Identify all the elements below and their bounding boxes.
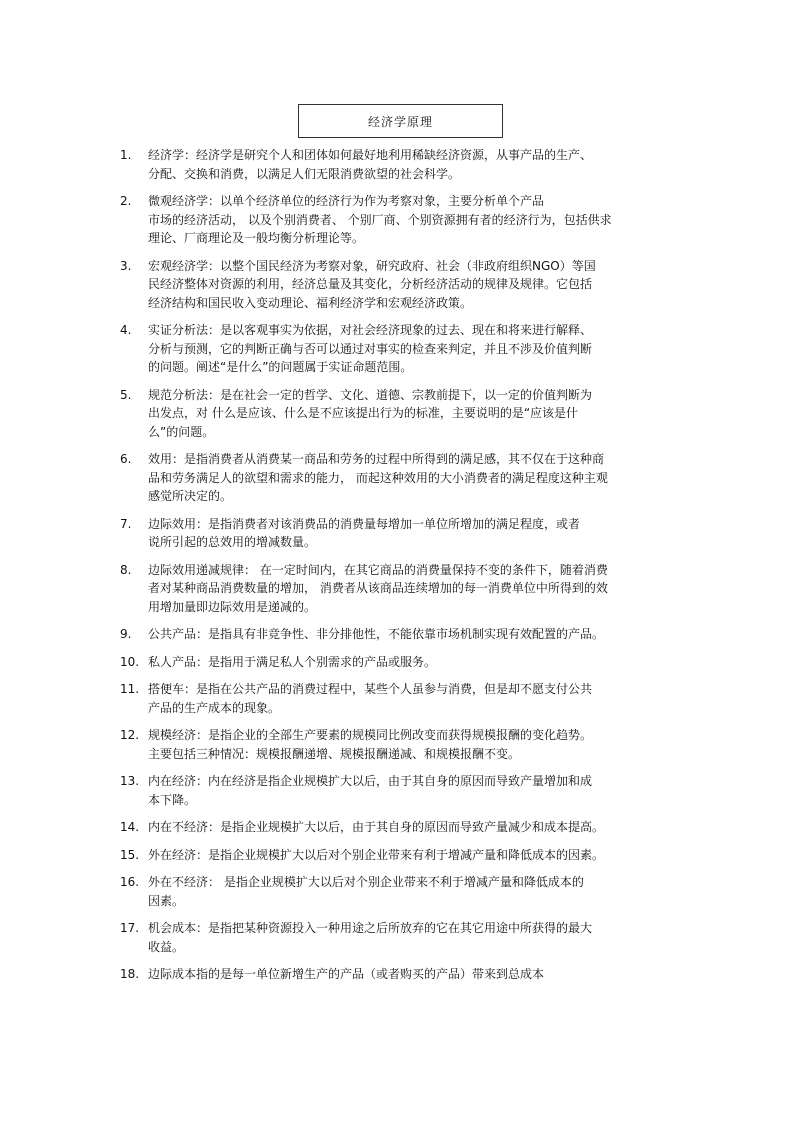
definition-item xyxy=(120,873,680,910)
item-number: 10. xyxy=(120,654,140,669)
item-number: 1. xyxy=(120,148,132,162)
definition-item xyxy=(120,818,680,837)
item-text-line: 微观经济学：以单个经济单位的经济行为作为考察对象，主要分析单个产品 xyxy=(148,194,545,208)
item-text-line: 品和劳务满足人的欲望和需求的能力， 而起这种效用的大小消费者的满足程度这种主观 xyxy=(148,470,608,485)
item-text-line: 规范分析法：是在社会一定的哲学、文化、道德、宗教前提下，以一定的价值判断为 xyxy=(148,387,593,402)
item-text-line: 边际成本指的是每一单位新增生产的产品（或者购买的产品）带来到总成本 xyxy=(148,967,545,981)
definition-item xyxy=(120,386,680,442)
item-text-line: 民经济整体对资源的利用，经济总量及其变化，分析经济活动的规律及规律。它包括 xyxy=(148,277,593,291)
item-text xyxy=(148,873,680,910)
item-text xyxy=(148,818,680,837)
item-text-line: 用增加量即边际效用是递减的。 xyxy=(148,599,317,614)
definition-item xyxy=(120,192,680,248)
item-number: 11. xyxy=(120,682,140,696)
item-number: 3. xyxy=(120,258,132,273)
item-number: 2. xyxy=(120,194,132,208)
item-number: 12. xyxy=(120,728,140,742)
item-text xyxy=(148,561,680,617)
item-text-line: 者对某种商品消费数量的增加， 消费者从该商品连续增加的每一消费单位中所得到的效 xyxy=(148,581,608,595)
item-number: 16. xyxy=(120,875,140,889)
item-number: 4. xyxy=(120,323,132,337)
item-text-line: 搭便车：是指在公共产品的消费过程中，某些个人虽参与消费，但是却不愿支付公共 xyxy=(148,682,593,696)
definition-item xyxy=(120,321,680,377)
item-number: 18. xyxy=(120,967,140,981)
item-text xyxy=(148,146,680,183)
definition-item xyxy=(120,919,680,956)
item-text-line: 感觉所决定的。 xyxy=(148,489,233,503)
definition-item xyxy=(120,515,680,552)
definition-item xyxy=(120,146,680,183)
item-text xyxy=(148,321,680,377)
item-text-line: 的问题。阐述“是什么”的问题属于实证命题范围。 xyxy=(148,360,413,374)
item-text-line: 外在经济：是指企业规模扩大以后对个别企业带来有利于增减产量和降低成本的因素。 xyxy=(148,847,605,862)
item-text-line: 理论、厂商理论及一般均衡分析理论等。 xyxy=(148,231,365,245)
definition-list xyxy=(120,146,680,993)
item-number: 17. xyxy=(120,921,140,935)
item-text-line: 经济学：经济学是研究个人和团体如何最好地利用稀缺经济资源，从事产品的生产、 xyxy=(148,148,593,162)
item-text-line: 效用：是指消费者从消费某一商品和劳务的过程中所得到的满足感，其不仅在于这种商 xyxy=(148,452,605,466)
item-text-line: 规模经济：是指企业的全部生产要素的规模同比例改变而获得规模报酬的变化趋势。 xyxy=(148,728,593,742)
item-text xyxy=(148,965,680,984)
definition-item xyxy=(120,846,680,865)
item-text xyxy=(148,257,680,313)
item-text-line: 私人产品：是指用于满足私人个别需求的产品或服务。 xyxy=(148,654,437,669)
item-number: 15. xyxy=(120,847,140,862)
item-text-line: 经济结构和国民收入变动理论、福利经济学和宏观经济政策。 xyxy=(148,295,473,310)
item-text-line: 说所引起的总效用的增减数量。 xyxy=(148,535,317,549)
item-text xyxy=(148,653,680,672)
item-text-line: 边际效用：是指消费者对该消费品的消费量每增加一单位所增加的满足程度，或者 xyxy=(148,516,581,531)
item-text-line: 宏观经济学：以整个国民经济为考察对象，研究政府、社会（非政府组织NGO）等国 xyxy=(148,258,596,273)
definition-item xyxy=(120,772,680,809)
definition-item xyxy=(120,726,680,763)
item-number: 5. xyxy=(120,387,132,402)
item-text xyxy=(148,772,680,809)
item-text-line: 市场的经济活动， 以及个别消费者、 个别厂商、个别资源拥有者的经济行为，包括供求 xyxy=(148,212,612,227)
item-number: 14. xyxy=(120,820,140,834)
item-text-line: 实证分析法：是以客观事实为依据，对社会经济现象的过去、现在和将来进行解释、 xyxy=(148,323,593,337)
item-text-line: 本下降。 xyxy=(148,792,197,807)
item-text xyxy=(148,450,680,506)
item-text-line: 收益。 xyxy=(148,939,185,954)
item-text-line: 内在经济：内在经济是指企业规模扩大以后，由于其自身的原因而导致产量增加和成 xyxy=(148,774,593,788)
definition-item xyxy=(120,653,680,672)
item-text xyxy=(148,386,680,442)
item-text-line: 公共产品：是指具有非竞争性、非分排他性，不能依靠市场机制实现有效配置的产品。 xyxy=(148,627,605,641)
definition-item xyxy=(120,561,680,617)
document-title: 经济学原理 xyxy=(298,104,503,138)
item-number: 9. xyxy=(120,627,132,641)
item-number: 7. xyxy=(120,516,132,531)
item-text-line: 边际效用递减规律： 在一定时间内，在其它商品的消费量保持不变的条件下，随着消费 xyxy=(148,562,608,577)
item-text xyxy=(148,192,680,248)
item-text-line: 主要包括三种情况：规模报酬递增、规模报酬递减、和规模报酬不变。 xyxy=(148,746,521,761)
item-text-line: 内在不经济：是指企业规模扩大以后，由于其自身的原因而导致产量减少和成本提高。 xyxy=(148,820,605,834)
item-text xyxy=(148,846,680,865)
item-text-line: 分配、交换和消费，以满足人们无限消费欲望的社会科学。 xyxy=(148,166,461,181)
definition-item xyxy=(120,257,680,313)
definition-item xyxy=(120,625,680,644)
item-text xyxy=(148,680,680,717)
item-number: 13. xyxy=(120,774,140,788)
definition-item xyxy=(120,965,680,984)
item-text-line: 机会成本：是指把某种资源投入一种用途之后所放弃的它在其它用途中所获得的最大 xyxy=(148,921,593,935)
item-text-line: 产品的生产成本的现象。 xyxy=(148,700,281,715)
item-text-line: 因素。 xyxy=(148,893,185,908)
item-text xyxy=(148,919,680,956)
item-number: 8. xyxy=(120,562,132,577)
item-text xyxy=(148,625,680,644)
item-text-line: 分析与预测，它的判断正确与否可以通过对事实的检查来判定，并且不涉及价值判断 xyxy=(148,341,593,356)
item-text-line: 么”的问题。 xyxy=(148,424,215,439)
item-number: 6. xyxy=(120,452,132,466)
item-text-line: 外在不经济： 是指企业规模扩大以后对个别企业带来不利于增减产量和降低成本的 xyxy=(148,875,584,889)
definition-item xyxy=(120,680,680,717)
item-text xyxy=(148,726,680,763)
item-text-line: 出发点，对 什么是应该、什么是不应该提出行为的标准，主要说明的是“应该是什 xyxy=(148,406,579,420)
definition-item xyxy=(120,450,680,506)
item-text xyxy=(148,515,680,552)
